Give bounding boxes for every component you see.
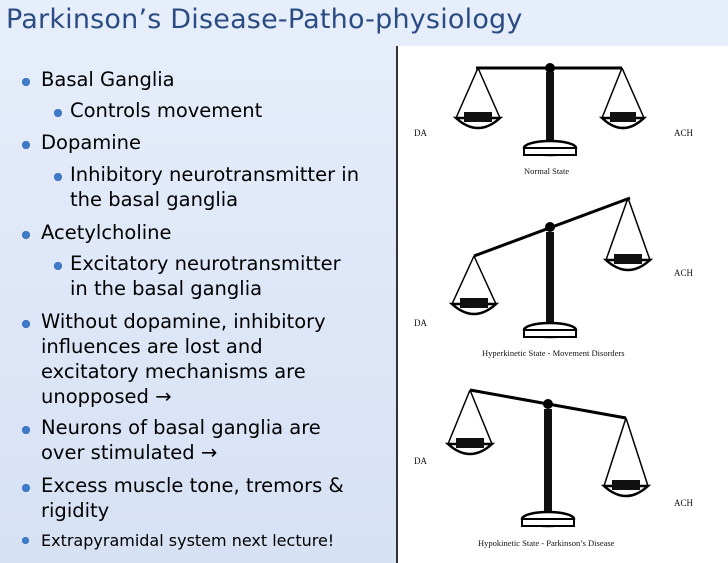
- bullet-icon: [22, 78, 30, 86]
- scale-normal-state: [414, 63, 694, 176]
- scale-hypokinetic-state: [414, 390, 694, 548]
- bullet-icon: [22, 320, 30, 328]
- bullet-icon: [22, 484, 30, 492]
- bullet-icon: [54, 109, 62, 117]
- label-ach: ACH: [674, 498, 694, 508]
- slide-title: Parkinson’s Disease-Patho-physiology: [6, 4, 523, 35]
- label-da: DA: [414, 128, 427, 138]
- label-ach: ACH: [674, 268, 694, 278]
- label-da: DA: [414, 456, 427, 466]
- caption-hyperkinetic-state: Hyperkinetic State - Movement Disorders: [482, 348, 625, 358]
- bullet-icon: [54, 173, 62, 181]
- scale-hyperkinetic-state: [414, 198, 694, 358]
- caption-hypokinetic-state: Hypokinetic State - Parkinson’s Disease: [478, 538, 615, 548]
- bullet-icon: [54, 262, 62, 270]
- balance-scale-figure: [396, 46, 728, 563]
- bullet-icon: [22, 141, 30, 149]
- bullet-icon: [22, 537, 29, 544]
- label-ach: ACH: [674, 128, 694, 138]
- caption-normal-state: Normal State: [524, 166, 570, 176]
- bullet-icon: [22, 231, 30, 239]
- label-da: DA: [414, 318, 427, 328]
- balance-scales-diagram: [398, 46, 728, 563]
- bullet-icon: [22, 426, 30, 434]
